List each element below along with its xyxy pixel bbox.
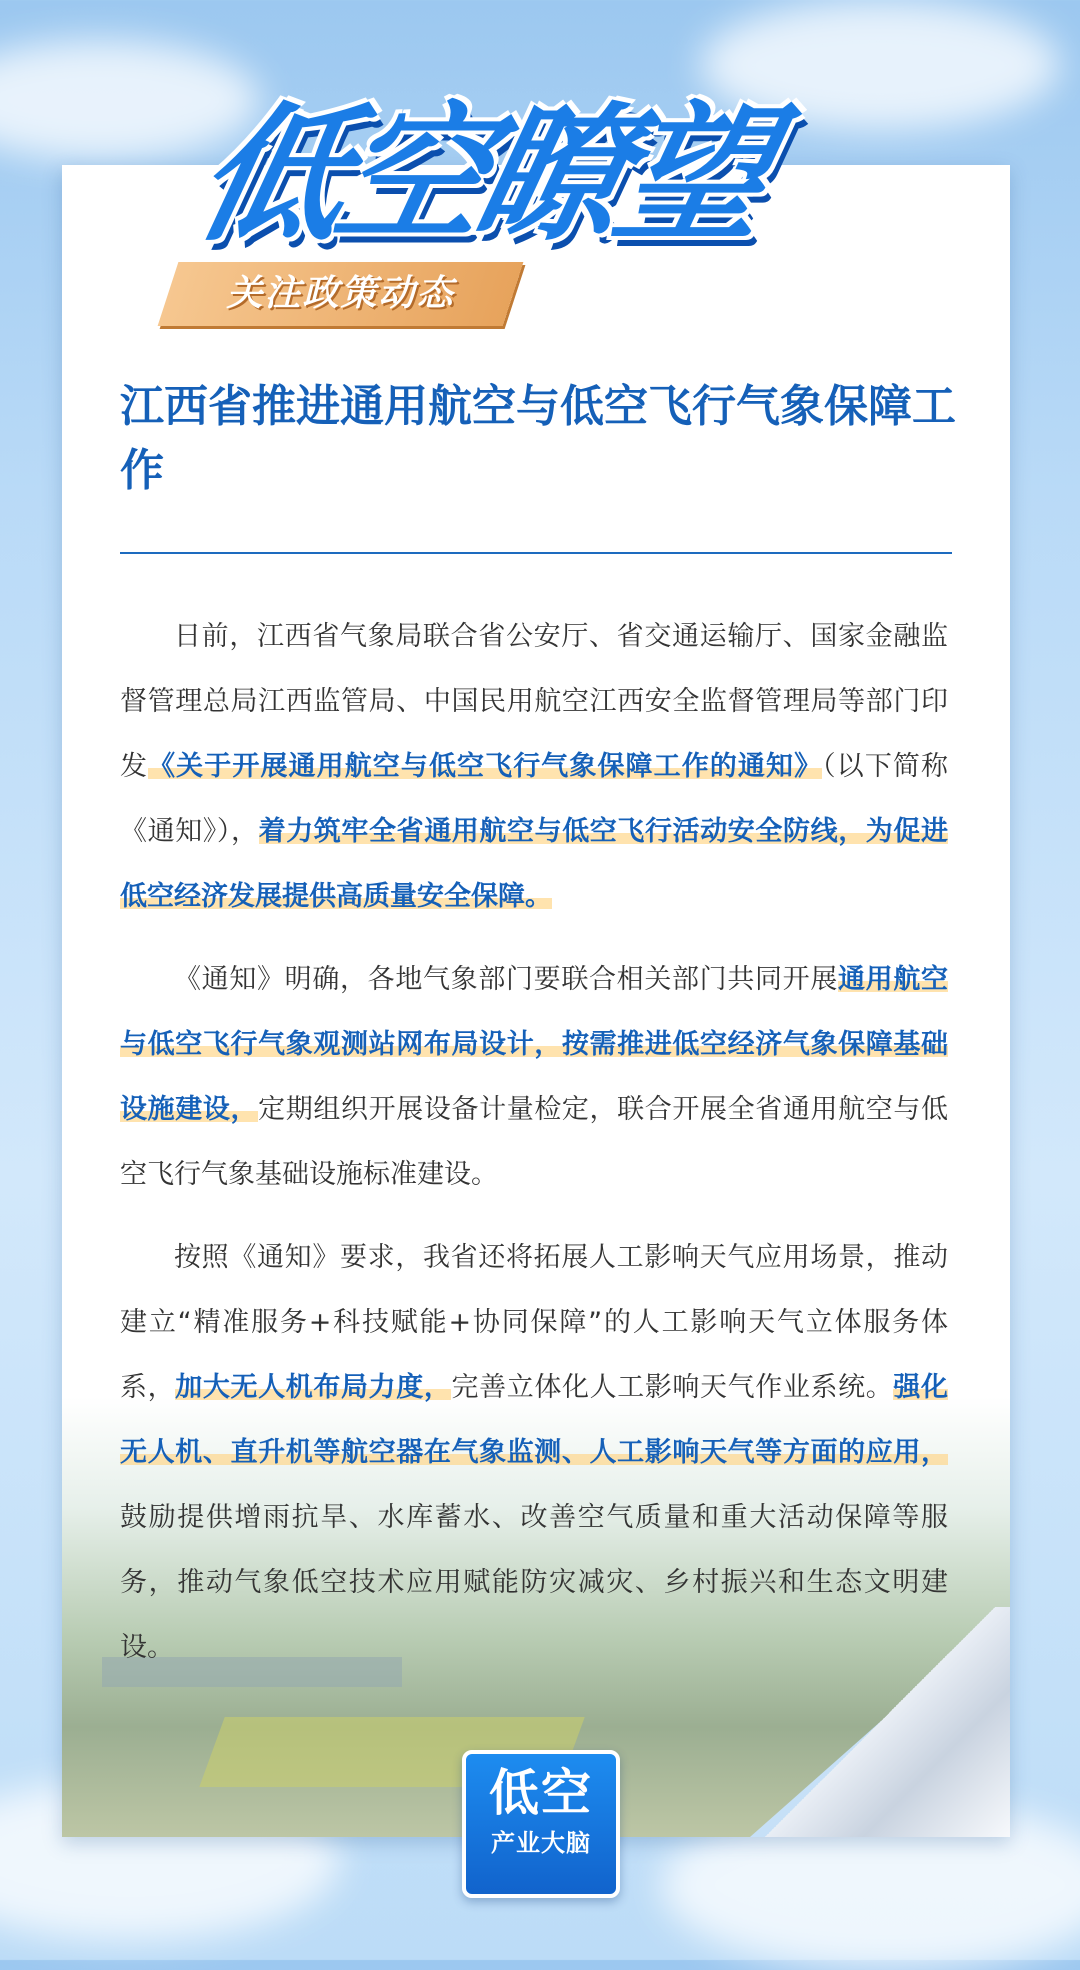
highlight-segment: 《关于开展通用航空与低空飞行气象保障工作的通知》 bbox=[148, 751, 823, 782]
masthead-title: 低空瞭望 bbox=[181, 89, 779, 261]
article-body bbox=[120, 604, 948, 1698]
text-segment: （以下简称《通知》）， bbox=[120, 751, 949, 847]
text-segment: 完善立体化人工影响天气作业系统。 bbox=[451, 1372, 894, 1403]
paragraph bbox=[120, 604, 948, 929]
text-segment: 按照《通知》要求，我省还将拓展人工影响天气应用场景，推动建立“精准服务+科技赋能+协同保障”的人工影响天气立体服务体系， bbox=[120, 1242, 948, 1403]
highlight-segment: 强化无人机、直升机等航空器在气象监测、人工影响天气等方面的应用， bbox=[120, 1372, 949, 1468]
highlight-segment: 着力筑牢全省通用航空与低空飞行活动安全防线，为促进低空经济发展提供高质量安全保障。 bbox=[120, 816, 949, 912]
masthead-tag bbox=[158, 262, 524, 326]
text-segment: 日前，江西省气象局联合省公安厅、省交通运输厅、国家金融监督管理总局江西监管局、中国民用航空江西安全监督管理局等部门印发 bbox=[120, 621, 948, 782]
text-segment: 定期组织开展设备计量检定，联合开展全省通用航空与低空飞行气象基础设施标准建设。 bbox=[120, 1094, 949, 1190]
paragraph bbox=[120, 1225, 948, 1680]
highlight-segment: 通用航空与低空飞行气象观测站网布局设计，按需推进低空经济气象保障基础设施建设， bbox=[120, 964, 949, 1125]
headline-divider bbox=[120, 552, 952, 554]
text-segment: 《通知》明确，各地气象部门要联合相关部门共同开展 bbox=[174, 964, 838, 995]
masthead-tag-label: 关注政策动态 bbox=[226, 273, 455, 314]
text-segment: 鼓励提供增雨抗旱、水库蓄水、改善空气质量和重大活动保障等服务，推动气象低空技术应用赋能防灾减灾、乡村振兴和生态文明建设。 bbox=[120, 1502, 948, 1663]
article-headline: 江西省推进通用航空与低空飞行气象保障工作 bbox=[120, 381, 956, 496]
highlight-segment: 加大无人机布局力度， bbox=[175, 1372, 452, 1403]
brand-logo bbox=[462, 1750, 620, 1898]
logo-line2: 产业大脑 bbox=[491, 1829, 591, 1857]
logo-line1: 低空 bbox=[489, 1764, 593, 1822]
paragraph bbox=[120, 947, 948, 1207]
